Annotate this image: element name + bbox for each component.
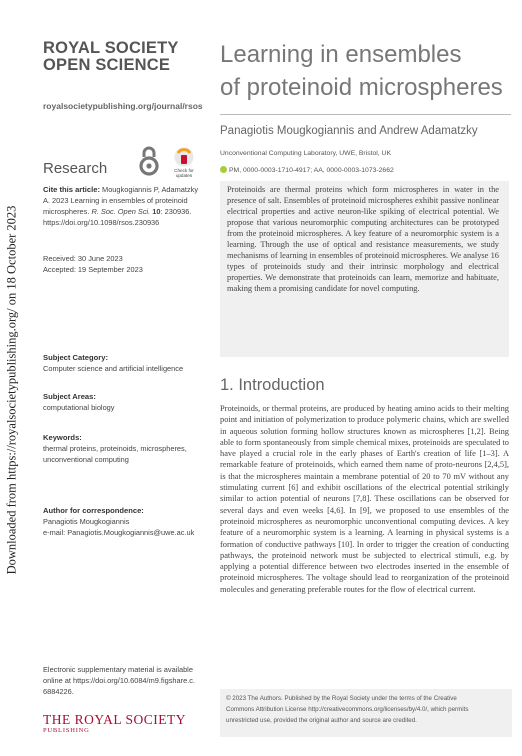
article-title-line2: of proteinoid microspheres <box>220 74 503 101</box>
authors: Panagiotis Mougkogiannis and Andrew Adamatzky <box>220 125 478 137</box>
check-for-updates-button[interactable] <box>170 147 198 181</box>
orcid-pm-link[interactable]: PM, 0000-0003-1710-4917; <box>229 167 313 174</box>
subject-areas-label: Subject Areas: <box>43 392 96 401</box>
accepted-date: Accepted: 19 September 2023 <box>43 265 143 274</box>
esm-line2[interactable]: online at https://doi.org/10.6084/m9.figshare.c. <box>43 676 196 685</box>
article-dates <box>43 253 203 275</box>
esm-line3: 6884226. <box>43 687 74 696</box>
orcid-aa-link[interactable]: AA, 0000-0003-1073-2662 <box>313 167 394 174</box>
check-updates-label: Check for updates <box>174 168 194 178</box>
license-line2[interactable]: Commons Attribution License http://creativecommons.org/licenses/by/4.0/, which permits <box>226 706 469 713</box>
orcid-icon <box>220 166 227 173</box>
keywords-line2: unconventional computing <box>43 455 129 464</box>
cite-page: : 230936. <box>160 207 192 216</box>
received-date: Received: 30 June 2023 <box>43 254 123 263</box>
subject-category <box>43 352 203 374</box>
journal-name-line1: ROYAL SOCIETY <box>43 39 179 57</box>
journal-name-line2: OPEN SCIENCE <box>43 56 171 74</box>
correspondence-name: Panagiotis Mougkogiannis <box>43 517 130 526</box>
download-stamp: Downloaded from https://royalsocietypublishing.org/ on 18 October 2023 <box>4 205 19 575</box>
journal-url-link[interactable]: royalsocietypublishing.org/journal/rsos <box>43 101 203 111</box>
cite-text: Mougkogiannis P, Adamatzky A. 2023 Learning in ensembles of proteinoid microspheres. <box>43 185 199 216</box>
cite-doi-link[interactable]: https://doi.org/10.1098/rsos.230936 <box>43 218 160 227</box>
abstract: Proteinoids are thermal proteins which form microspheres in water in the presence of salt. Ensembles of proteinoid microspheres exhibit passive nonlinear electrical properties and active neuron-like spiking of electrical potential. We propose that various neuromorphic computing architectures can be prototyped from the proteinoid microspheres. A key feature of a neuromorphic system is a learning. Through the use of optical and resistance measurements, we study mechanisms of learning in ensembles of proteinoid microspheres. We analyse 16 types of proteinoids study and their intrinsic morphology and electrical properties. We demonstrate that proteinoids can learn, memorize and habituate, making them a promising candidate for novel computing. <box>220 181 509 357</box>
correspondence-email[interactable]: e-mail: Panagiotis.Mougkogiannis@uwe.ac.uk <box>43 528 195 537</box>
section-heading-introduction: 1. Introduction <box>220 376 325 394</box>
open-access-icon <box>138 145 160 177</box>
publisher-logo-sub: PUBLISHING <box>43 727 90 734</box>
affiliation: Unconventional Computing Laboratory, UWE, Bristol, UK <box>220 150 392 157</box>
subject-category-label: Subject Category: <box>43 353 108 362</box>
journal-name[interactable] <box>43 40 213 74</box>
correspondence <box>43 505 203 538</box>
publisher-logo: THE ROYAL SOCIETY <box>43 712 186 727</box>
cite-journal: R. Soc. Open Sci. <box>91 207 151 216</box>
subject-category-value: Computer science and artificial intelligence <box>43 364 184 373</box>
cite-volume: 10 <box>152 207 161 216</box>
subject-areas-value: computational biology <box>43 403 115 412</box>
keywords <box>43 432 203 465</box>
article-title-line1: Learning in ensembles <box>220 41 462 68</box>
license-line1: © 2023 The Authors. Published by the Royal Society under the terms of the Creative <box>226 695 457 702</box>
keywords-label: Keywords: <box>43 433 82 442</box>
section-label: Research <box>43 160 108 177</box>
esm-line1: Electronic supplementary material is available <box>43 665 193 674</box>
license-notice <box>220 689 512 737</box>
title-divider <box>220 114 511 115</box>
introduction-body: Proteinoids, or thermal proteins, are produced by heating amino acids to their melting point and initiation of polymerization to produce polymeric chains, which are swelled in aqueous solution forming hollow structures known as microspheres [1,2]. Being able to form spontaneously from simple chemical mixes, proteinoids are speculated to have played a crucial role in the early phases of Earth's creation of life [1–3]. A remarkable feature of proteinoids, which earned them name of proto-neurons [2,4,5], is that the microspheres maintain a membrane potential of 20 to 70 mV without any stimulating current [6] and exhibit oscillations of the electrical potential strikingly similar to action potential of neurons [7,8]. These oscillations can be observed for several days and even weeks [4,6]. In [9], we proposed to use ensembles of the proteinoid microspheres as neuromorphic unconventional computing devices. A key feature of a neuromorphic system is a learning. A learning in physical systems is a formation of conductive pathways [10]. In order to trigger the creation of conducting pathways, the proteinoid network must be subjected to electrical stimuli, e.g. by applying a potential difference between two electrodes inserted in the ensemble of proteinoid microspheres. The voltage should lead to reorganization of the proteinoid molecules and generating preferable routes for the flow of electrical current. <box>220 404 509 594</box>
subject-areas <box>43 391 203 413</box>
correspondence-label: Author for correspondence: <box>43 506 144 515</box>
keywords-line1: thermal proteins, proteinoids, microspheres, <box>43 444 187 453</box>
orcid-line <box>220 166 394 174</box>
license-line3: unrestricted use, provided the original author and source are credited. <box>226 717 417 724</box>
article-title <box>220 38 510 104</box>
cite-label: Cite this article: <box>43 185 100 194</box>
supplementary-material <box>43 664 203 697</box>
check-updates-icon <box>170 147 198 169</box>
citation-block <box>43 184 203 228</box>
